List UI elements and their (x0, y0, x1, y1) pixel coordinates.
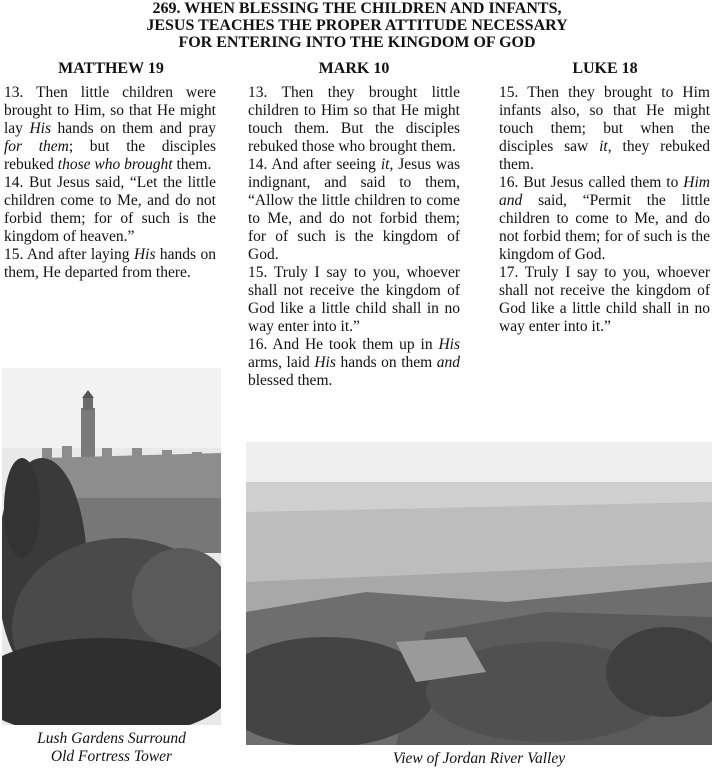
tower-caption-line-1: Lush Gardens Surround (37, 730, 186, 747)
matthew-heading: MATTHEW 19 (58, 60, 164, 77)
title-line-1: 269. WHEN BLESSING THE CHILDREN AND INFANTS, (152, 0, 562, 17)
title-line-2: JESUS TEACHES THE PROPER ATTITUDE NECESSARY (146, 17, 568, 34)
jordan-valley-photo (246, 442, 712, 745)
matthew-verse-13: 13. Then little children were brought to Him, so that He might lay His hands on them and pray for them; but the disciples rebuked those who brought them. (4, 84, 217, 173)
jordan-valley-image (246, 442, 712, 745)
luke-verse-16: 16. But Jesus called them to Him and said, “Permit the little children to come to Me, and do not forbid them; for of such is the kingdom of God. (499, 174, 710, 263)
luke-verse-15: 15. Then they brought to Him infants also, so that He might touch them; but when the disciples saw it, they rebuked them. (499, 84, 710, 173)
page-title (0, 0, 714, 51)
matthew-column (4, 84, 216, 282)
mark-column (248, 84, 460, 390)
tower-caption (2, 730, 221, 766)
fortress-tower-image (2, 368, 221, 725)
mark-verse-13: 13. Then they brought little children to Him so that He might touch them. But the disciples rebuked those who brought them. (248, 84, 460, 155)
tower-caption-line-2: Old Fortress Tower (50, 748, 173, 765)
mark-heading: MARK 10 (318, 60, 390, 77)
mark-verse-15: 15. Truly I say to you, whoever shall not receive the kingdom of God like a little child shall in no way enter into it.” (248, 264, 460, 335)
luke-heading: LUKE 18 (572, 60, 638, 77)
matthew-verse-14: 14. But Jesus said, “Let the little children come to Me, and do not forbid them; for of such is the kingdom of heaven.” (4, 174, 216, 245)
mark-verse-16: 16. And He took them up in His arms, laid His hands on them and blessed them. (248, 336, 461, 389)
luke-verse-17: 17. Truly I say to you, whoever shall not receive the kingdom of God like a little child shall in no way enter into it.” (499, 264, 710, 335)
fortress-tower-photo (2, 368, 221, 725)
matthew-verse-15: 15. And after laying His hands on them, He departed from there. (4, 246, 216, 281)
valley-caption: View of Jordan River Valley (392, 750, 566, 767)
mark-verse-14: 14. And after seeing it, Jesus was indignant, and said to them, “Allow the little children to come to Me, and do not forbid them; for of such is the kingdom of God. (248, 156, 460, 263)
title-line-3: FOR ENTERING INTO THE KINGDOM OF GOD (178, 34, 536, 51)
luke-column (499, 84, 710, 336)
